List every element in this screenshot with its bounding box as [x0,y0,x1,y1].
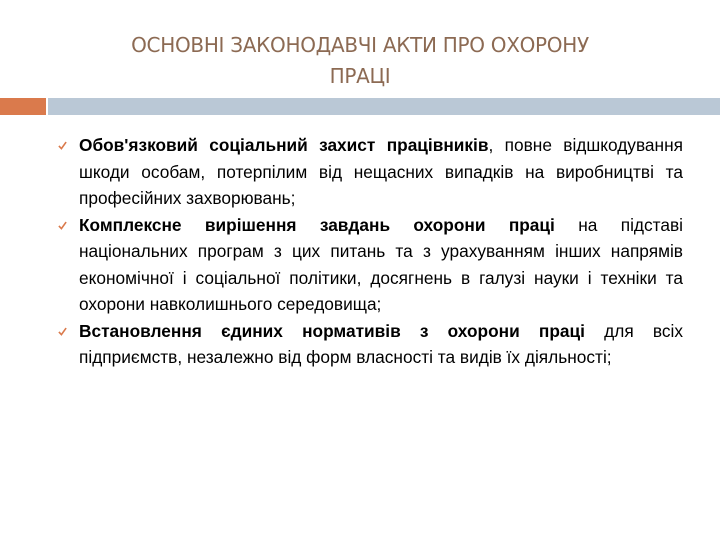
slide-title [60,30,660,92]
bullet-text: на підставі національних програм з цих питань та з урахуванням інших напрямів економічної і соціальної політики, досягнень в галузі науки і техніки та охорони навколишнього середовища; [79,214,683,314]
bullet-item [58,318,683,371]
bullet-bold-text: Обов'язковий соціальний захист працівників [79,135,489,155]
checkmark-icon [58,327,67,336]
checkmark-icon [58,221,67,230]
bullet-list [58,132,683,371]
bullet-bold-text: Встановлення єдиних нормативів з охорони праці [79,320,585,341]
bullet-bold-text: Комплексне вирішення завдань охорони праці [79,214,555,235]
checkmark-icon [58,141,67,150]
title-line-1: ОСНОВНІ ЗАКОНОДАВЧІ АКТИ ПРО ОХОРОНУ [131,33,589,57]
bullet-text: , повне відшкодування шкоди особам, потерпілим від нещасних випадків на виробництві та професійних захворювань; [79,135,683,208]
bullet-item [58,132,683,212]
title-line-2: ПРАЦІ [329,64,391,88]
bullet-item [58,212,683,318]
bullet-text: для всіх підприємств, незалежно від форм власності та видів їх діяльності; [79,320,683,367]
accent-bar [0,98,46,115]
divider-bar [48,98,720,115]
